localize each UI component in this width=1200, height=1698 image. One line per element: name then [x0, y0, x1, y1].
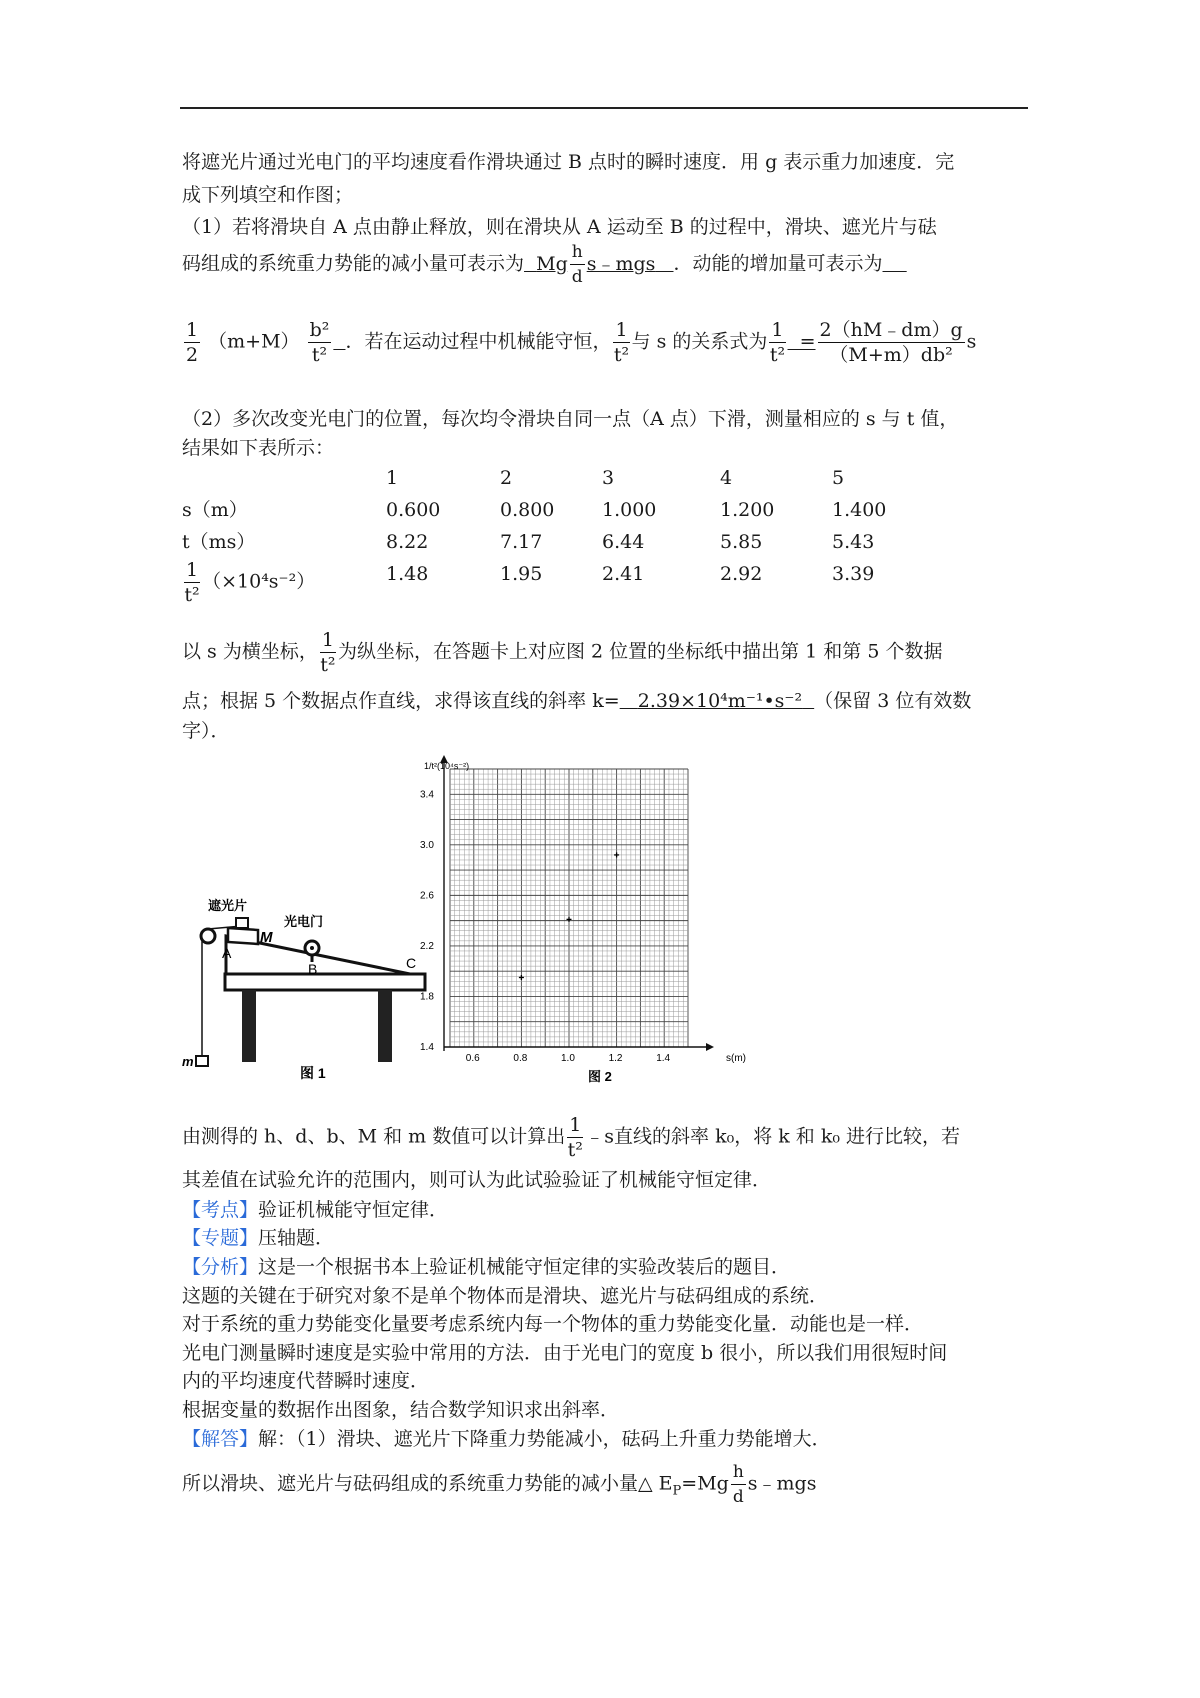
para-line-3: 由测得的 h、d、b、M 和 m 数值可以计算出 $\frac{1}{\text{t²}}$ ﹣s直线的斜率 k₀，将 k 和 k₀ 进行比较，若 — [182, 1114, 961, 1161]
section-jieda: 【解答】解：（1）滑块、遮光片下降重力势能减小，砝码上升重力势能增大． — [182, 1428, 831, 1450]
table-row-label: $\frac{1}{\text{t²}}$ （×10⁴s⁻²） — [184, 559, 316, 606]
solution-line: 所以滑块、遮光片与砝码组成的系统重力势能的减小量△ $E_P=Mg$ $\frac{h}{d}$ s﹣mgs — [182, 1462, 817, 1507]
q1-text-relation: 与 s 的关系式为 — [631, 330, 768, 353]
table-header: 3 — [602, 467, 615, 489]
question2-line2: 结果如下表所示： — [182, 437, 335, 459]
q1-text: 码组成的系统重力势能的减小量可表示为 — [182, 252, 525, 275]
tag-fenxi: 【分析】 — [182, 1256, 259, 1278]
section-zhuanti: 【专题】压轴题． — [182, 1227, 335, 1249]
x-axis-arrow — [706, 1043, 714, 1051]
inverse-t-squared-2: $\frac{1}{\text{t²}}$ — [769, 319, 786, 366]
section-kaodian: 【考点】验证机械能守恒定律． — [182, 1199, 449, 1221]
hanging-mass — [196, 1056, 208, 1066]
table-top — [225, 974, 425, 990]
answer-relation-s: s — [966, 330, 977, 353]
figure-2-caption: 图 2 — [588, 1069, 612, 1084]
question1-line3: $\frac{1}{2}$ （m+M） $\frac{\text{b²}}{\text{t²}}$ ．若在运动过程中机械能守恒， $\frac{1}{\text{t²}}$ 与 s 的关系式为 $\frac{1}{\text{t²}}$ = $\frac{2(hM﹣dm)g}{\text{（M+m）db²}}$ s — [186, 319, 977, 366]
chart-y-label: 1/t²(10⁴s⁻²) — [424, 761, 470, 771]
analysis-line: 对于系统的重力势能变化量要考虑系统内每一个物体的重力势能变化量．动能也是一样． — [182, 1313, 924, 1335]
figure-2-chart — [420, 755, 770, 1090]
analysis-line: 内的平均速度代替瞬时速度． — [182, 1370, 430, 1392]
tag-jieda: 【解答】 — [182, 1428, 259, 1450]
tag-zhuanti: 【专题】 — [182, 1227, 259, 1249]
answer-kinetic-half: $\frac{1}{2}$ — [186, 319, 199, 366]
question1-line1: （1）若将滑块自 A 点由静止释放，则在滑块从 A 运动至 B 的过程中，滑块、遮光片与砝 — [182, 216, 937, 238]
table-cell: 5.85 — [720, 531, 763, 553]
x-tick-label: 1.2 — [608, 1053, 623, 1064]
para-line-1: 将遮光片通过光电门的平均速度看作滑块通过 B 点时的瞬时速度．用 g 表示重力加速度．完 — [182, 151, 955, 173]
analysis-line: 根据变量的数据作出图象，结合数学知识求出斜率． — [182, 1399, 620, 1421]
label-guangdianmen: 光电门 — [284, 914, 324, 929]
table-cell: 1.200 — [720, 499, 775, 521]
figure-1-caption: 图 1 — [300, 1065, 326, 1081]
label-B: B — [308, 961, 318, 977]
answer-kinetic-fraction: $\frac{\text{b²}}{\text{t²}}$ — [309, 319, 330, 366]
answer-kinetic-mass: （m+M） — [208, 330, 300, 353]
answer-slope: 2.39×10⁴m⁻¹•s⁻² — [637, 690, 803, 712]
table-cell: 0.800 — [500, 499, 555, 521]
question1-line2 — [182, 240, 907, 289]
table-cell: 5.43 — [832, 531, 875, 553]
question2-line5: 字）． — [182, 720, 230, 742]
answer-relation-fraction: $\frac{2(hM﹣dm)g}{\text{（M+m）db²}}$ — [819, 319, 963, 366]
x-tick-label: 1.0 — [561, 1053, 575, 1064]
table-header: 1 — [386, 467, 399, 489]
table-cell: 1.400 — [832, 499, 887, 521]
table-cell: 0.600 — [386, 499, 441, 521]
x-tick-label: 1.4 — [656, 1053, 671, 1064]
tag-kaodian: 【考点】 — [182, 1199, 259, 1221]
shutter — [236, 918, 248, 928]
y-tick-label: 1.4 — [420, 1042, 434, 1053]
para-line-4: 其差值在试验允许的范围内，则可认为此试验验证了机械能守恒定律． — [182, 1169, 772, 1191]
table-cell: 3.39 — [832, 563, 875, 585]
y-tick-label: 2.2 — [420, 940, 434, 952]
chart-x-label: s(m) — [726, 1053, 746, 1064]
question2-line4: 点；根据 5 个数据点作直线，求得该直线的斜率 k= 2.39×10⁴m⁻¹•s⁻² （保留 3 位有效数 — [182, 690, 972, 712]
analysis-line: 这题的关键在于研究对象不是单个物体而是滑块、遮光片与砝码组成的系统． — [182, 1285, 829, 1307]
question2-line3: 以 s 为横坐标， $\frac{1}{\text{t²}}$ 为纵坐标，在答题卡上对应图 2 位置的坐标纸中描出第 1 和第 5 个数据 — [182, 629, 943, 676]
q1-text-conservation: ．若在运动过程中机械能守恒， — [345, 330, 612, 353]
label-C: C — [406, 955, 417, 971]
table-cell: 1.000 — [602, 499, 657, 521]
table-row-label: t（ms） — [182, 531, 256, 553]
pulley — [201, 929, 215, 943]
header-rule — [180, 107, 1028, 109]
table-leg-right — [378, 990, 392, 1062]
table-cell: 7.17 — [500, 531, 543, 553]
figure-1-apparatus — [180, 896, 440, 1096]
analysis-line: 光电门测量瞬时速度是实验中常用的方法．由于光电门的宽度 b 很小，所以我们用很短时间 — [182, 1342, 948, 1364]
q1-text-mid: ．动能的增加量可表示为 — [673, 252, 883, 275]
table-header: 5 — [832, 467, 845, 489]
table-cell: 2.41 — [602, 563, 645, 585]
section-fenxi: 【分析】这是一个根据书本上验证机械能守恒定律的实验改装后的题目． — [182, 1256, 791, 1278]
answer-potential-energy: Mg $\frac{h}{d}$ s﹣mgs — [536, 242, 656, 287]
table-header: 4 — [720, 467, 733, 489]
table-cell: 1.48 — [386, 563, 429, 585]
x-tick-label: 0.8 — [513, 1053, 528, 1064]
question2-line1: （2）多次改变光电门的位置，每次均令滑块自同一点（A 点）下滑，测量相应的 s 与 t 值， — [182, 408, 959, 430]
table-cell: 2.92 — [720, 563, 763, 585]
table-row-label: s（m） — [182, 499, 248, 521]
inverse-t-squared: $\frac{1}{\text{t²}}$ — [613, 319, 630, 366]
y-tick-label: 2.6 — [420, 890, 434, 902]
y-tick-label: 3.0 — [420, 839, 434, 851]
label-M: M — [260, 929, 273, 946]
table-leg-left — [242, 990, 256, 1062]
para-line-2: 成下列填空和作图； — [182, 184, 354, 206]
label-m: m — [182, 1054, 194, 1069]
table-cell: 1.95 — [500, 563, 543, 585]
slider-block — [228, 928, 258, 944]
table-header: 2 — [500, 467, 513, 489]
table-cell: 8.22 — [386, 531, 429, 553]
label-A: A — [222, 945, 232, 961]
label-zheguangpian: 遮光片 — [208, 898, 248, 913]
table-cell: 6.44 — [602, 531, 645, 553]
y-tick-label: 3.4 — [420, 789, 434, 801]
y-tick-label: 1.8 — [420, 991, 434, 1003]
x-tick-label: 0.6 — [465, 1053, 480, 1064]
